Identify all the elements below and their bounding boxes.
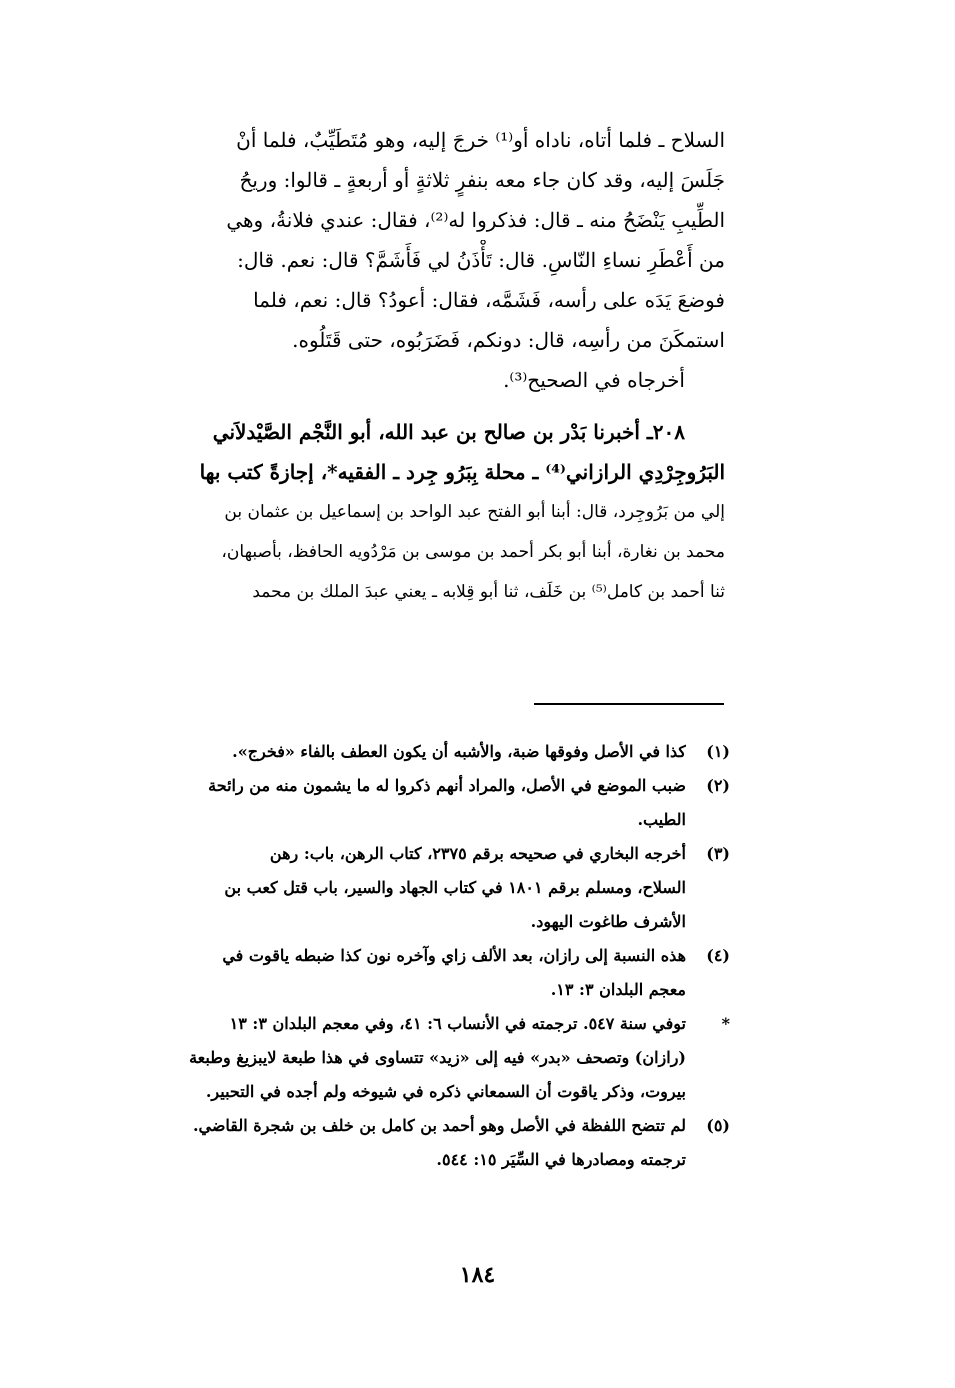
footnote-line: بيروت، وذكر ياقوت أن السمعاني ذكره في شيوخه ولم أجده في التحبير.: [205, 1082, 686, 1101]
footnote-divider: [534, 703, 724, 705]
text-line: استمكَنَ من رأسِه، قال: دونكم، فَضَرَبُوه، حتى قَتَلُوه.: [292, 328, 725, 352]
footnote-line: ضبب الموضع في الأصل، والمراد أنهم ذكروا له ما يشمون منه من رائحة: [208, 776, 686, 795]
text-line: جَلَسَ إليه، وقد كان جاء معه بنفرٍ ثلاثةٍ أو أربعةٍ ـ قالوا: وريحُ: [239, 168, 725, 192]
footnote-line: الأشرف طاغوت اليهود.: [530, 912, 686, 931]
footnote: [110, 1109, 730, 1177]
text-line: من أَعْطَرِ نساءِ النّاسِ. قال: تَأْذَنُ لي فَأَشَمَّ؟ قال: نعم. قال:: [237, 248, 725, 272]
footnote-mark: (٥): [706, 1116, 730, 1135]
footnote: [110, 1007, 730, 1109]
isnad-line: ثنا أحمد بن كامل⁽⁵⁾ بن خَلَف، ثنا أبو قِلابه ـ يعني عبدَ الملك بن محمد: [252, 582, 725, 602]
main-text: [110, 120, 725, 612]
isnad-line: إلي من بَرُوجِرد، قال: أبنا أبو الفتح عبد الواحد بن إسماعيل بن عثمان بن: [224, 502, 725, 522]
footnote: [110, 769, 730, 837]
footnote-line: توفي سنة ٥٤٧. ترجمته في الأنساب ٦: ٤١، وفي معجم البلدان ٣: ١٣: [229, 1014, 686, 1033]
isnad-line: محمد بن نغارة، أبنا أبو بكر أحمد بن موسى بن مَرْدُويه الحافظ، بأصبهان،: [221, 542, 725, 562]
footnote-line: لم تتضح اللفظة في الأصل وهو أحمد بن كامل بن خلف بن شجرة القاضي.: [192, 1116, 686, 1135]
footnote-line: أخرجه البخاري في صحيحه برقم ٢٣٧٥، كتاب الرهن، باب: رهن: [269, 844, 686, 863]
hadith-heading: البَرُوجِرْدِي الرازاني⁽⁴⁾ ـ محلة بِبَرُو جِرد ـ الفقيه*، إجازةً كتب بها: [199, 460, 725, 484]
closing-line: أخرجاه في الصحيح⁽³⁾.: [503, 368, 685, 392]
footnote-line: معجم البلدان ٣: ١٣.: [550, 980, 686, 999]
text-line: فوضعَ يَدَه على رأسه، فَشَمَّه، فقال: أعودُ؟ قال: نعم، فلما: [253, 288, 725, 312]
page-number: ١٨٤: [459, 1262, 496, 1288]
text-line: الطِّيبِ يَنْضَحُ منه ـ قال: فذكروا له⁽²⁾، فقال: عندي فلانةُ، وهي: [226, 208, 725, 232]
footnote-line: هذه النسبة إلى رازان، بعد الألف زاي وآخره نون كذا ضبطه ياقوت في: [222, 946, 686, 965]
hadith-heading: ٢٠٨ـ أخبرنا بَدْر بن صالح بن عبد الله، أبو النَّجْم الصَّيْدلاَني: [212, 420, 685, 444]
footnotes: [110, 735, 730, 1177]
text-line: السلاح ـ فلما أتاه، ناداه أو⁽¹⁾ خرجَ إليه، وهو مُتَطَيِّبٌ، فلما أنْ: [236, 128, 725, 152]
footnote-line: السلاح، ومسلم برقم ١٨٠١ في كتاب الجهاد والسير، باب قتل كعب بن: [224, 878, 686, 897]
footnote-mark: (٣): [706, 844, 730, 863]
footnote-mark: *: [721, 1014, 730, 1033]
footnote-line: ترجمته ومصادرها في السِّيَر ١٥: ٥٤٤.: [436, 1150, 686, 1169]
footnote-mark: (٢): [706, 776, 730, 795]
footnote-mark: (٤): [706, 946, 730, 965]
footnote: [110, 939, 730, 1007]
footnote-line: كذا في الأصل وفوقها ضبة، والأشبه أن يكون العطف بالفاء «فخرج».: [232, 742, 686, 761]
footnote-mark: (١): [706, 742, 730, 761]
footnote-line: (رازان) وتصحف «بدر» فيه إلى «زيد» تتساوى في هذا طبعة لايبزيغ وطبعة: [189, 1048, 686, 1067]
footnote: [110, 837, 730, 939]
footnote: [110, 735, 730, 769]
footnote-line: الطيب.: [637, 810, 686, 829]
